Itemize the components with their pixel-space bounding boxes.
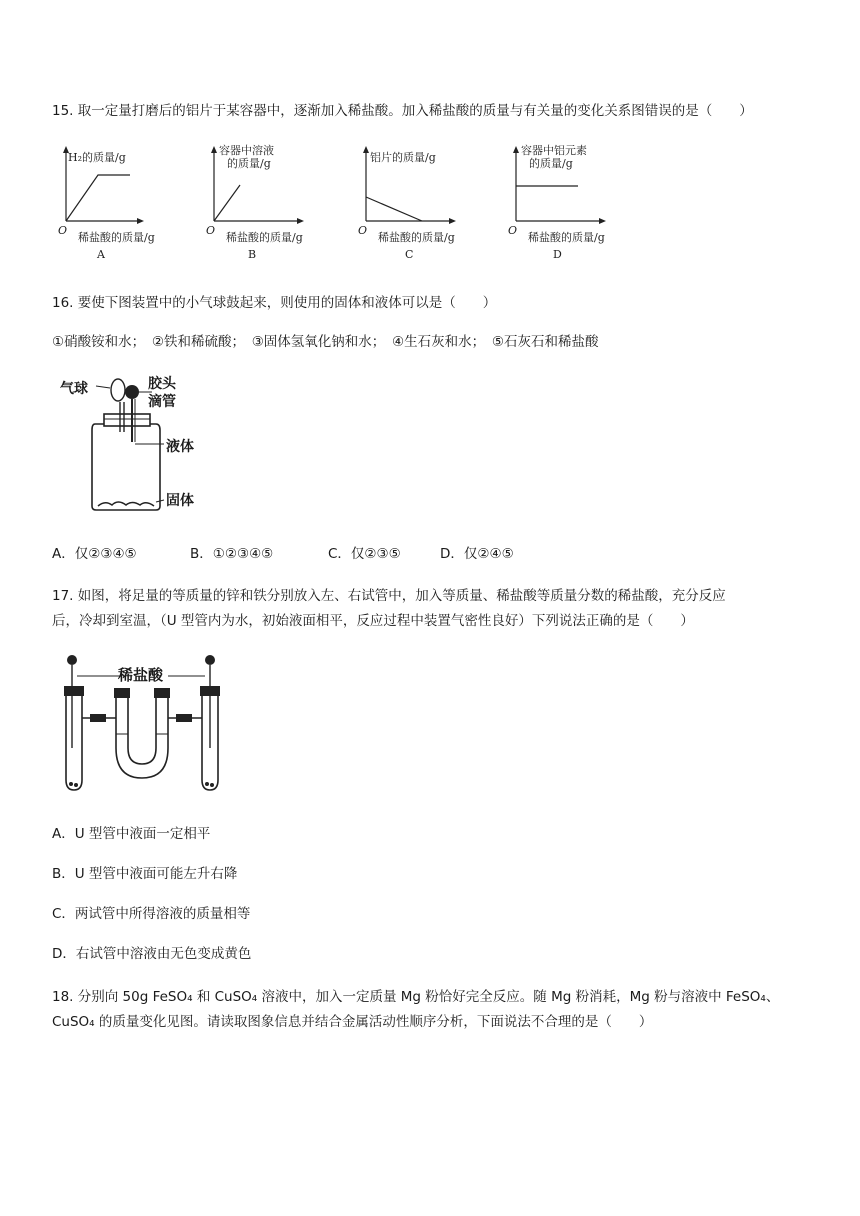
graph-a-origin: O	[58, 224, 68, 237]
graph-b-letter: B	[248, 248, 257, 261]
q16-label-balloon: 气球	[60, 381, 88, 397]
q16-label-dropper-1: 胶头	[148, 376, 176, 392]
q16-option-d: D．仅②④⑤	[440, 546, 514, 562]
graph-d-letter: D	[553, 248, 562, 261]
graph-a-xlabel: 稀盐酸的质量/g	[78, 231, 155, 244]
q16-label-dropper-2: 滴管	[148, 394, 176, 410]
graph-b-xlabel: 稀盐酸的质量/g	[226, 231, 303, 244]
graph-b-ylabel-1: 容器中溶液	[219, 144, 274, 157]
graph-b-origin: O	[206, 224, 216, 237]
q17-option-a: A．U 型管中液面一定相平	[52, 826, 211, 842]
graph-c-ylabel: 铝片的质量/g	[370, 151, 436, 164]
graph-d-xlabel: 稀盐酸的质量/g	[528, 231, 605, 244]
q17-option-c: C．两试管中所得溶液的质量相等	[52, 906, 251, 922]
graph-c-xlabel: 稀盐酸的质量/g	[378, 231, 455, 244]
q16-label-solid: 固体	[166, 493, 194, 509]
q16-items: ①硝酸铵和水； ②铁和稀硫酸； ③固体氢氧化钠和水； ④生石灰和水； ⑤石灰石和稀盐酸	[52, 334, 599, 350]
graph-a-letter: A	[97, 248, 105, 261]
graph-d-origin: O	[508, 224, 518, 237]
q16-option-c: C．仅②③⑤	[328, 546, 401, 562]
q16-option-b: B．①②③④⑤	[190, 546, 274, 562]
q16-option-a: A．仅②③④⑤	[52, 546, 137, 562]
q18-stem-line-1: 18. 分别向 50g FeSO₄ 和 CuSO₄ 溶液中，加入一定质量 Mg 粉恰好完全反应。随 Mg 粉消耗，Mg 粉与溶液中 FeSO₄、	[52, 989, 780, 1005]
graph-c-origin: O	[358, 224, 368, 237]
q16-stem: 16. 要使下图装置中的小气球鼓起来，则使用的固体和液体可以是（ ）	[52, 295, 497, 311]
q17-option-b: B．U 型管中液面可能左升右降	[52, 866, 238, 882]
q15-stem: 15. 取一定量打磨后的铝片于某容器中，逐渐加入稀盐酸。加入稀盐酸的质量与有关量的变化关系图错误的是（ ）	[52, 103, 753, 119]
q17-option-d: D．右试管中溶液由无色变成黄色	[52, 946, 252, 962]
graph-a-ylabel: H₂的质量/g	[68, 151, 126, 164]
graph-d-ylabel-2: 的质量/g	[529, 157, 573, 170]
q18-stem-line-2: CuSO₄ 的质量变化见图。请读取图象信息并结合金属活动性顺序分析，下面说法不合理的是（ ）	[52, 1014, 653, 1030]
q17-stem-line-1: 17. 如图，将足量的等质量的锌和铁分别放入左、右试管中，加入等质量、稀盐酸等质量分数的稀盐酸，充分反应	[52, 588, 726, 604]
graph-b-ylabel-2: 的质量/g	[227, 157, 271, 170]
q17-figure-label: 稀盐酸	[118, 666, 164, 684]
graph-c-letter: C	[405, 248, 414, 261]
graph-d-ylabel-1: 容器中铝元素	[521, 144, 587, 157]
q17-stem-line-2: 后，冷却到室温，（U 型管内为水，初始液面相平，反应过程中装置气密性良好）下列说法正确的是（ ）	[52, 613, 694, 629]
q16-label-liquid: 液体	[166, 439, 194, 455]
